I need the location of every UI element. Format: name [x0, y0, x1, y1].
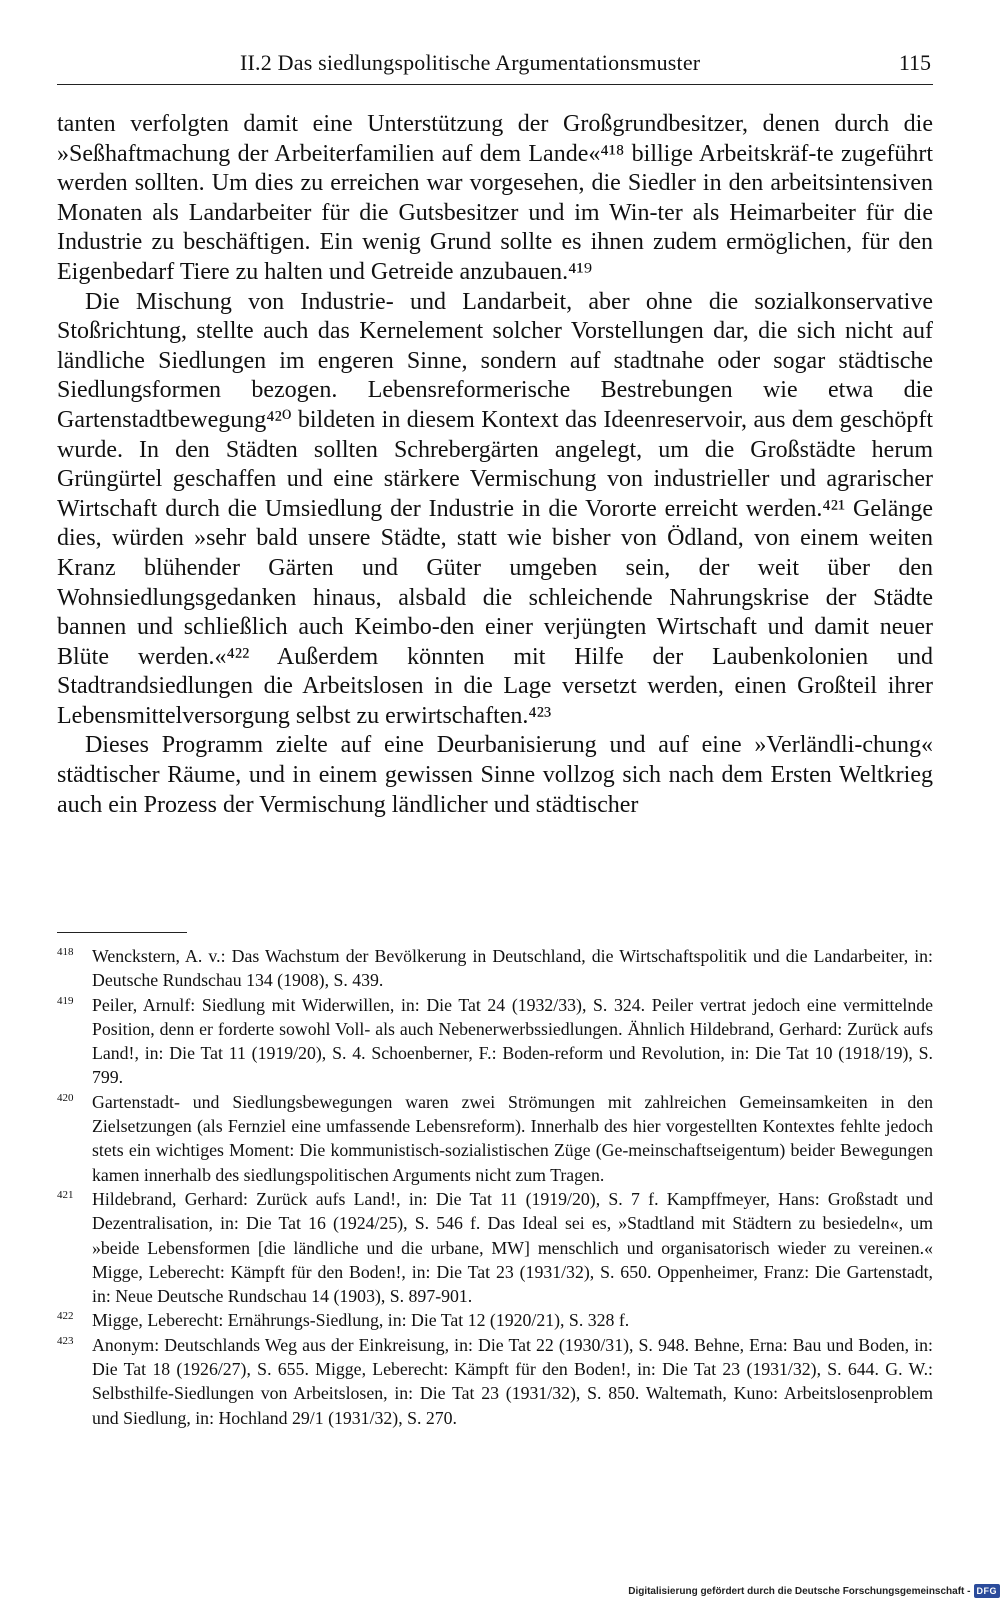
footnote: [57, 1090, 933, 1187]
footnote-text: Peiler, Arnulf: Siedlung mit Widerwillen, in: Die Tat 24 (1932/33), S. 324. Peiler vertrat jedoch eine vermittelnde Position, denn er forderte sowohl Voll- als auch Nebenerwerbssiedlungen. Ähnlich Hildebrand, Gerhard: Zurück aufs Land!, in: Die Tat 11 (1919/20), S. 4. Schoenberner, F.: Boden-reform und Revolution, in: Die Tat 10 (1918/19), S. 799.: [92, 994, 933, 1088]
footnote: [57, 1333, 933, 1430]
footnote-separator: [57, 932, 187, 933]
main-text: [57, 110, 933, 820]
footnote-number: 423: [57, 1334, 74, 1347]
footnote-text: Hildebrand, Gerhard: Zurück aufs Land!, in: Die Tat 11 (1919/20), S. 7 f. Kampffmeyer, Hans: Großstadt und Dezentralisation, in: Die Tat 16 (1924/25), S. 546 f. Das Ideal sei es, »Stadtland mit Städtern zu besiedeln«, um »beide Lebensformen [die ländliche und die urbane, MW] menschlich und organisatorisch wieder zu vereinen.« Migge, Leberecht: Kämpft für den Boden!, in: Die Tat 23 (1931/32), S. 650. Oppenheimer, Franz: Die Gartenstadt, in: Neue Deutsche Rundschau 14 (1903), S. 897-901.: [92, 1188, 933, 1307]
paragraph: tanten verfolgten damit eine Unterstützung der Großgrundbesitzer, denen durch die »Seßhaftmachung der Arbeiterfamilien auf dem Lande«⁴¹⁸ billige Arbeitskräf-te zugeführt werden sollten. Um dies zu erreichen war vorgesehen, die Siedler in den arbeitsintensiven Monaten als Landarbeiter für die Gutsbesitzer und im Win-ter als Heimarbeiter für die Industrie zu beschäftigen. Ein wenig Grund sollte es ihnen zudem ermöglichen, für den Eigenbedarf Tiere zu halten und Getreide anzubauen.⁴¹⁹: [57, 111, 933, 285]
footnote-number: 422: [57, 1310, 74, 1323]
footnote-number: 418: [57, 946, 74, 958]
footnote: [57, 1308, 933, 1332]
footnote: [57, 1187, 933, 1308]
footnote-text: Anonym: Deutschlands Weg aus der Einkreisung, in: Die Tat 22 (1930/31), S. 948. Behne, Erna: Bau und Boden, in: Die Tat 18 (1926/27), S. 655. Migge, Leberecht: Kämpft für den Boden!, in: Die Tat 23 (1931/32), S. 644. G. W.: Selbsthilfe-Siedlungen von Arbeitslosen, in: Die Tat 23 (1931/32), S. 850. Waltemath, Kuno: Arbeitslosenproblem und Siedlung, in: Hochland 29/1 (1931/32), S. 270.: [92, 1334, 933, 1428]
page-number: 115: [898, 50, 931, 75]
footnote-number: 420: [57, 1091, 74, 1104]
footnotes: [57, 944, 933, 1430]
footnote-number: 421: [57, 1188, 74, 1201]
footnote: [57, 993, 933, 1090]
footnote-text: Migge, Leberecht: Ernährungs-Siedlung, in: Die Tat 12 (1920/21), S. 328 f.: [92, 1310, 630, 1331]
credit-text: Digitalisierung gefördert durch die Deutsche Forschungsgemeinschaft -: [628, 1585, 971, 1597]
running-title: II.2 Das siedlungspolitische Argumentationsmuster: [240, 50, 701, 75]
footnote-number: 419: [57, 994, 74, 1007]
dfg-logo: DFG: [974, 1584, 1000, 1598]
footnote-text: Gartenstadt- und Siedlungsbewegungen waren zwei Strömungen mit zahlreichen Gemeinsamkeiten in den Zielsetzungen (als Fernziel eine umfassende Lebensreform). Innerhalb des hier vorgestellten Kontextes fehlte jedoch stets ein wichtiges Moment: Die kommunistisch-sozialistischen Züge (Ge-meinschaftseigentum) beider Bewegungen kamen innerhalb des siedlungspolitischen Arguments nicht zum Tragen.: [92, 1091, 933, 1185]
digitization-credit: [624, 1581, 1000, 1601]
footnote: [57, 944, 933, 993]
page-header: [57, 48, 933, 85]
paragraph: Dieses Programm zielte auf eine Deurbanisierung und auf eine »Verländli-chung« städtischer Räume, und in einem gewissen Sinne vollzog sich nach dem Ersten Weltkrieg auch ein Prozess der Vermischung ländlicher und städtischer: [57, 732, 933, 818]
footnote-text: Wenckstern, A. v.: Das Wachstum der Bevölkerung in Deutschland, die Wirtschaftspolitik und die Landarbeiter, in: Deutsche Rundschau 134 (1908), S. 439.: [92, 946, 933, 991]
paragraph: Die Mischung von Industrie- und Landarbeit, aber ohne die sozialkonservative Stoßrichtung, stellte auch das Kernelement solcher Vorstellungen dar, die sich nicht auf ländliche Siedlungen im engeren Sinne, sondern auf stadtnahe oder sogar städtische Siedlungsformen bezogen. Lebensreformerische Bestrebungen wie etwa die Gartenstadtbewegung⁴²⁰ bildeten in diesem Kontext das Ideenreservoir, aus dem geschöpft wurde. In den Städten sollten Schrebergärten angelegt, um die Großstädte herum Grüngürtel geschaffen und eine stärkere Vermischung von industrieller und agrarischer Wirtschaft durch die Umsiedlung der Industrie in die Vororte erreicht werden.⁴²¹ Gelänge dies, würden »sehr bald unsere Städte, statt wie bisher von Ödland, von einem weiten Kranz blühender Gärten und Güter umgeben sein, der weit über den Wohnsiedlungsgedanken hinaus, alsbald die schleichende Nahrungskrise der Städte bannen und schließlich auch Keimbo-den einer verjüngten Wirtschaft und damit neuer Blüte werden.«⁴²² Außerdem könnten mit Hilfe der Laubenkolonien und Stadtrandsiedlungen die Arbeitslosen in die Lage versetzt werden, einen Großteil ihrer Lebensmittelversorgung selbst zu erwirtschaften.⁴²³: [57, 288, 933, 729]
